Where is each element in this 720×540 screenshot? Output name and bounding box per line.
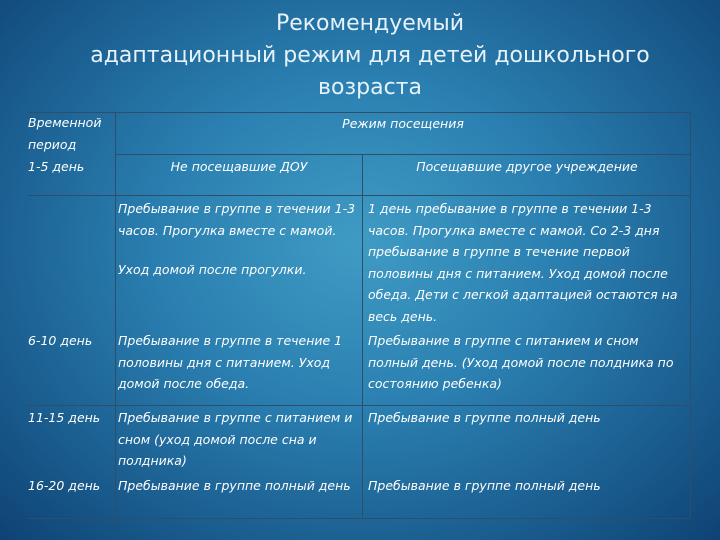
row-divider-1 [28,405,690,406]
row1-not-attended-text-1: Пребывание в группе в течении 1-3 часов. Прогулка вместе с мамой. [118,201,356,238]
adaptation-regime-table [28,112,690,518]
row4-period: 16-20 день [28,478,101,493]
row4-not-attended: Пребывание в группе полный день [118,478,351,493]
title-line-1: Рекомендуемый [275,11,465,36]
row1-not-attended-text-2: Уход домой после прогулки. [118,262,307,277]
row4-attended: Пребывание в группе полный день [368,478,601,493]
row2-period: 6-10 день [28,333,93,348]
title-line-3: возраста [318,75,422,100]
header-divider [115,154,690,155]
header-not-attended: Не посещавшие ДОУ [170,159,308,174]
header-regime: Режим посещения [342,116,464,131]
column-divider-groups [362,154,363,518]
header-bottom-line [28,195,690,196]
row3-not-attended: Пребывание в группе с питанием и сном (уход домой после сна и полдника) [118,410,353,468]
row2-attended: Пребывание в группе с питанием и сном полный день. (Уход домой после полдника по состоянию ребенка) [368,333,674,391]
header-attended: Посещавшие другое учреждение [416,159,638,174]
row2-not-attended: Пребывание в группе в течение 1 половины дня с питанием. Уход домой после обеда. [118,333,343,391]
row1-attended: 1 день пребывание в группе в течении 1-3 часов. Прогулка вместе с мамой. Со 2-3 дня пребывание в группе в течение первой половины дня с питанием. Уход домой после обеда. Дети с легкой адаптацией остаются на весь день. [368,201,678,324]
row1-period: 1-5 день [28,159,85,174]
row3-period: 11-15 день [28,410,101,425]
header-period: Временной период [28,115,102,152]
table-border-bottom [28,518,690,519]
row3-attended: Пребывание в группе полный день [368,410,601,425]
row1-not-attended [118,198,362,281]
title-line-2: адаптационный режим для детей дошкольного [90,43,650,68]
slide-title [40,8,700,104]
table-border-right [690,112,691,518]
